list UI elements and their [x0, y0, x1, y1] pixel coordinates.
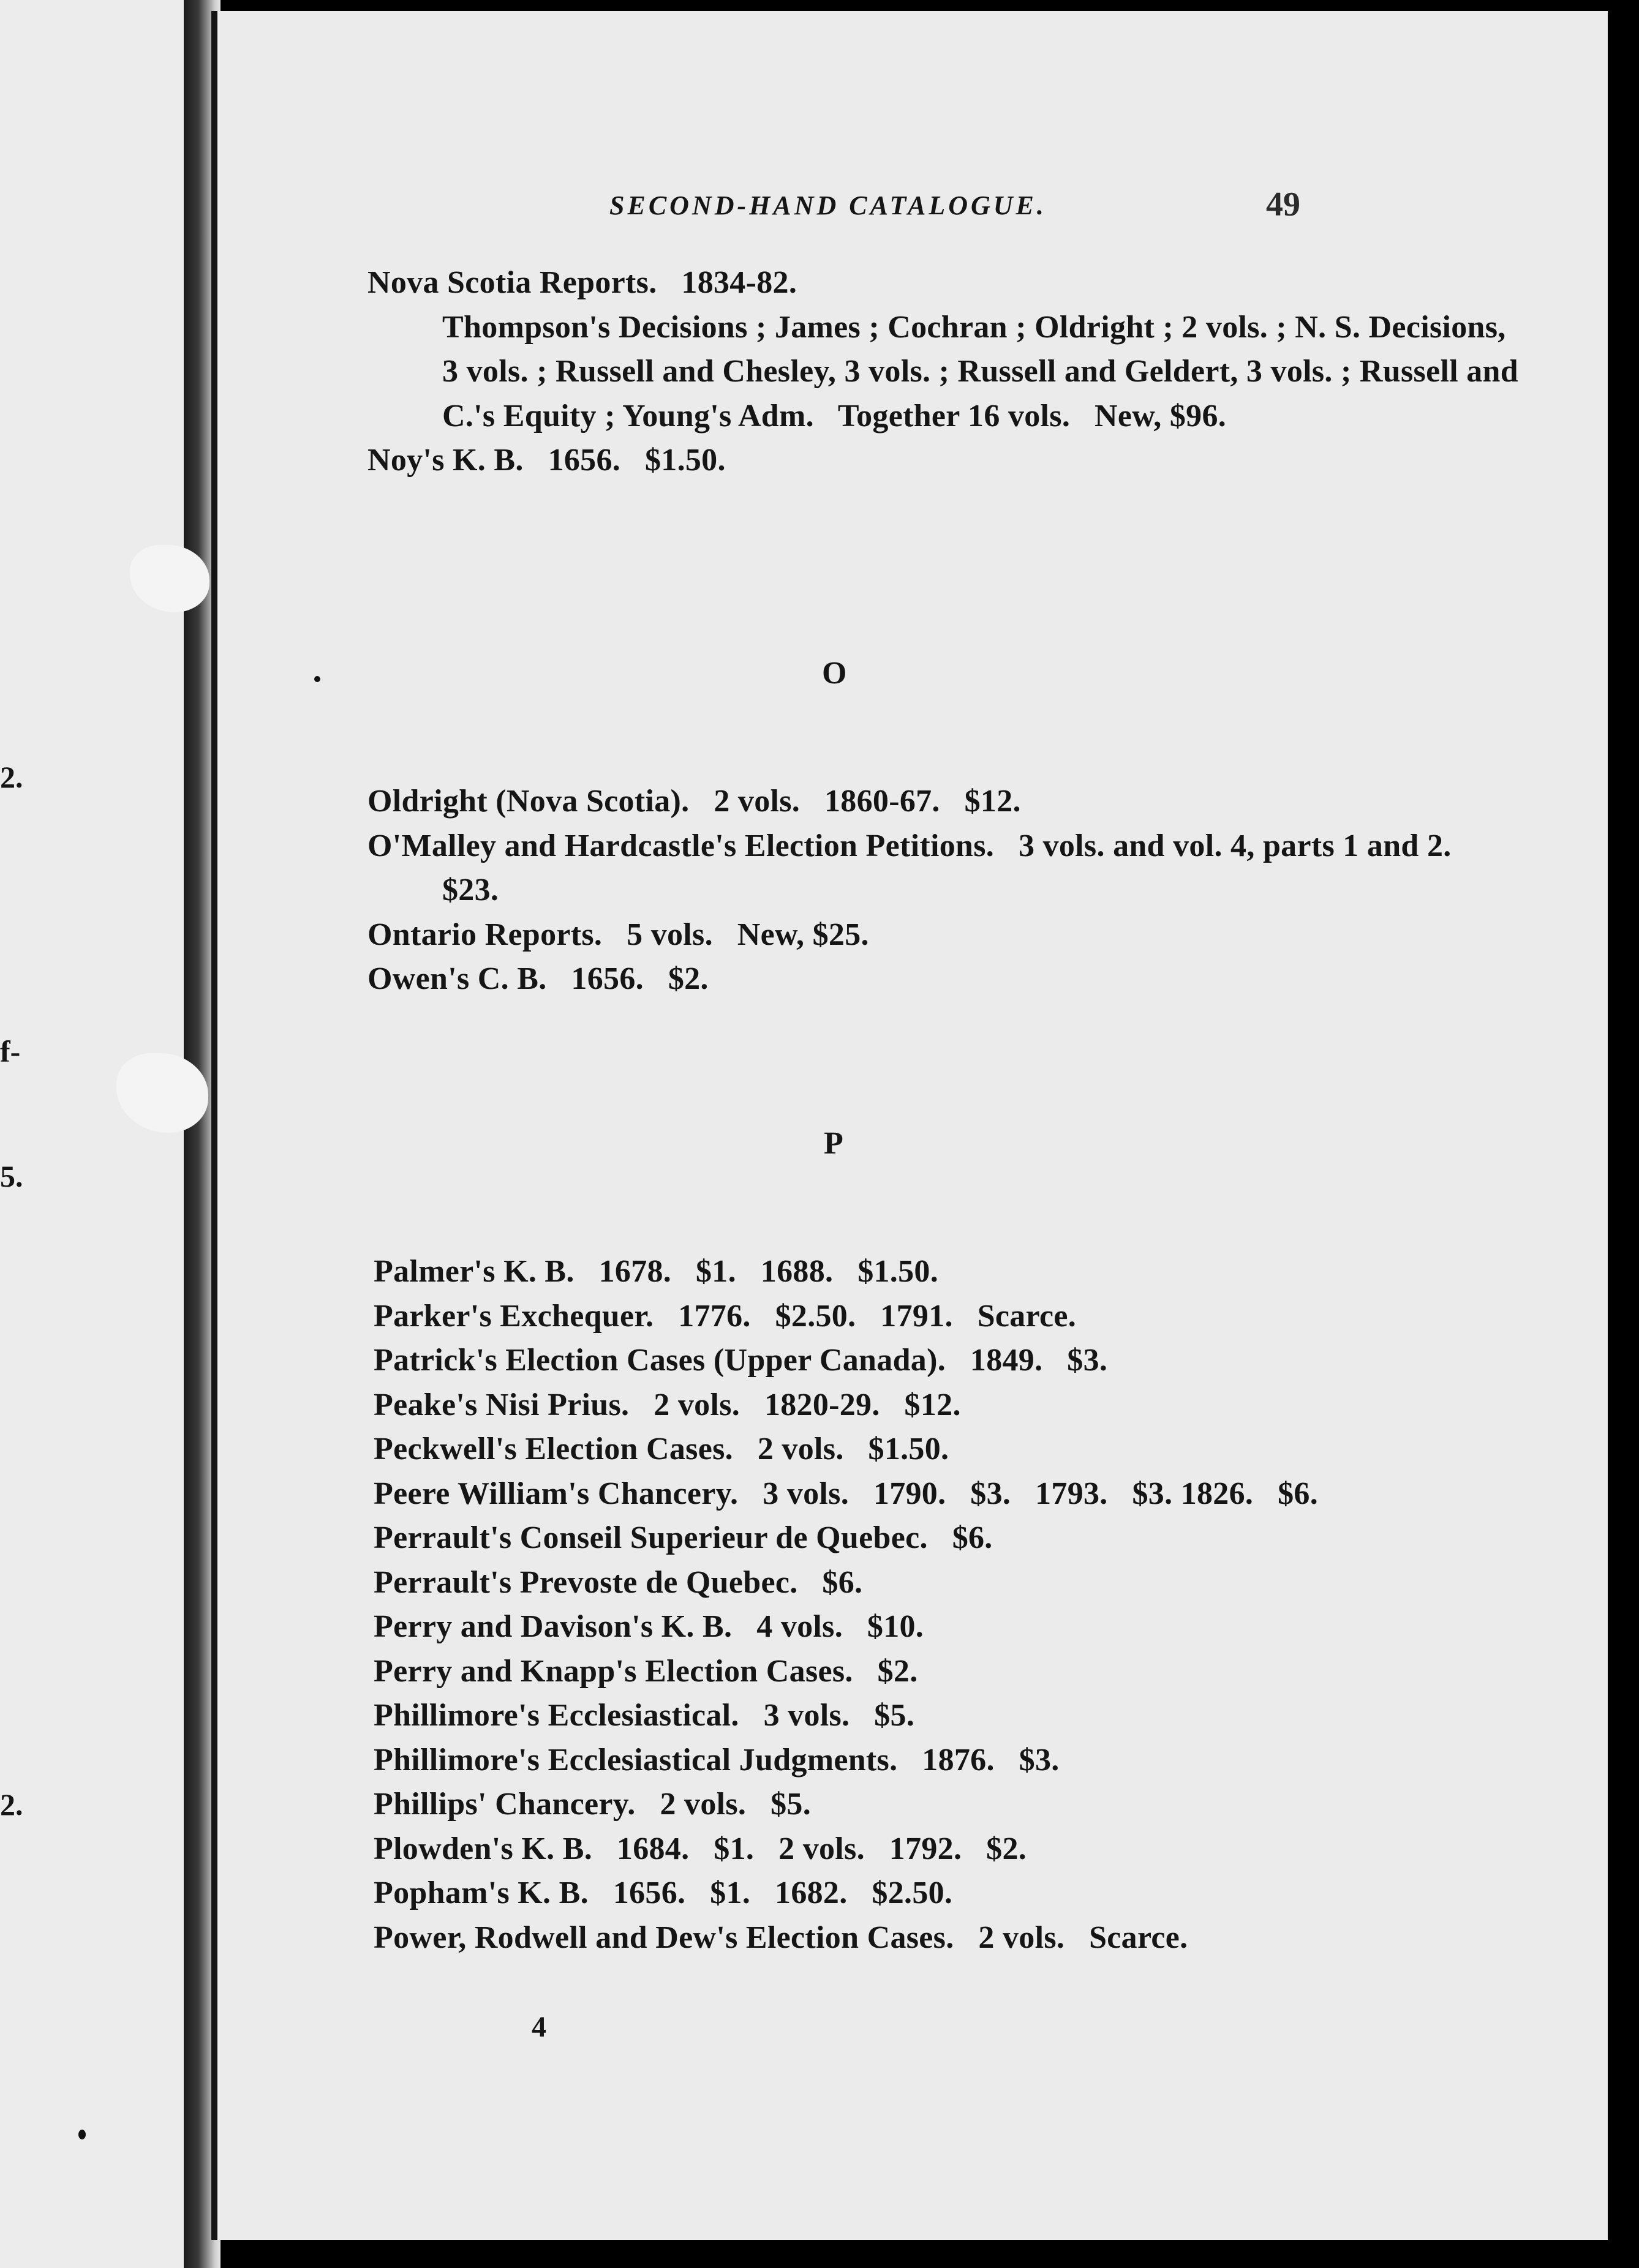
section-letter-o: O	[822, 656, 847, 691]
signature-mark: 4	[532, 2011, 546, 2043]
catalogue-entry: Phillimore's Ecclesiastical. 3 vols. $5.	[374, 1698, 915, 1733]
catalogue-entry: Phillimore's Ecclesiastical Judgments. 1876. $3.	[374, 1742, 1060, 1778]
page-number: 49	[1266, 186, 1300, 223]
section-p	[374, 1250, 1531, 1960]
catalogue-entry: Parker's Exchequer. 1776. $2.50. 1791. Scarce.	[374, 1298, 1077, 1334]
catalogue-entry: Perrault's Conseil Superieur de Quebec. $6.	[374, 1520, 993, 1555]
catalogue-entry: Peake's Nisi Prius. 2 vols. 1820-29. $12.	[374, 1387, 961, 1422]
catalogue-entry: Patrick's Election Cases (Upper Canada). 1849. $3.	[374, 1343, 1108, 1378]
catalogue-entry: Ontario Reports. 5 vols. New, $25.	[367, 917, 869, 952]
catalogue-entry: Perry and Davison's K. B. 4 vols. $10.	[374, 1609, 924, 1644]
catalogue-entry: Peere William's Chancery. 3 vols. 1790. $3. 1793. $3. 1826. $6.	[374, 1476, 1319, 1511]
catalogue-entry: Popham's K. B. 1656. $1. 1682. $2.50.	[374, 1876, 953, 1910]
catalogue-page	[211, 11, 1608, 2240]
left-page-fragment: f-	[0, 1034, 21, 1068]
catalogue-entry: Phillips' Chancery. 2 vols. $5.	[374, 1787, 812, 1822]
catalogue-entry: Owen's C. B. 1656. $2.	[367, 961, 709, 996]
left-page-fragment: 2.	[0, 760, 23, 794]
catalogue-entry: Perrault's Prevoste de Quebec. $6.	[374, 1564, 863, 1600]
ink-speck	[314, 676, 320, 682]
catalogue-entry: Palmer's K. B. 1678. $1. 1688. $1.50.	[374, 1254, 939, 1289]
catalogue-entry: Oldright (Nova Scotia). 2 vols. 1860-67. $12.	[367, 784, 1021, 819]
catalogue-entry: Plowden's K. B. 1684. $1. 2 vols. 1792. $2.	[374, 1831, 1027, 1866]
catalogue-entry: O'Malley and Hardcastle's Election Petitions. 3 vols. and vol. 4, parts 1 and 2. $23.	[367, 828, 1476, 907]
section-n	[367, 261, 1525, 483]
left-page-fragment: 5.	[0, 1159, 23, 1193]
ink-speck	[78, 2130, 86, 2139]
left-page-fragment: 2.	[0, 1787, 23, 1822]
running-title: SECOND-HAND CATALOGUE.	[609, 190, 1047, 220]
catalogue-entry: Peckwell's Election Cases. 2 vols. $1.50.	[374, 1432, 949, 1466]
previous-page-edge	[0, 0, 184, 2268]
catalogue-entry: Perry and Knapp's Election Cases. $2.	[374, 1653, 918, 1689]
page-header	[217, 181, 1608, 230]
catalogue-entry: Power, Rodwell and Dew's Election Cases. 2 vols. Scarce.	[374, 1920, 1188, 1955]
catalogue-entry: Thompson's Decisions ; James ; Cochran ; Oldright ; 2 vols. ; N. S. Decisions, 3 vols. ; Russell and Chesley, 3 vols. ; Russell and Geldert, 3 vols. ; Russell and C.'s Equity ; Young's Adm. Together 16 vols. New, $96.	[442, 309, 1527, 434]
catalogue-entry: Nova Scotia Reports. 1834-82.	[367, 265, 797, 300]
catalogue-entry: Noy's K. B. 1656. $1.50.	[367, 443, 726, 478]
section-o	[367, 779, 1525, 1002]
section-letter-p: P	[824, 1126, 843, 1161]
